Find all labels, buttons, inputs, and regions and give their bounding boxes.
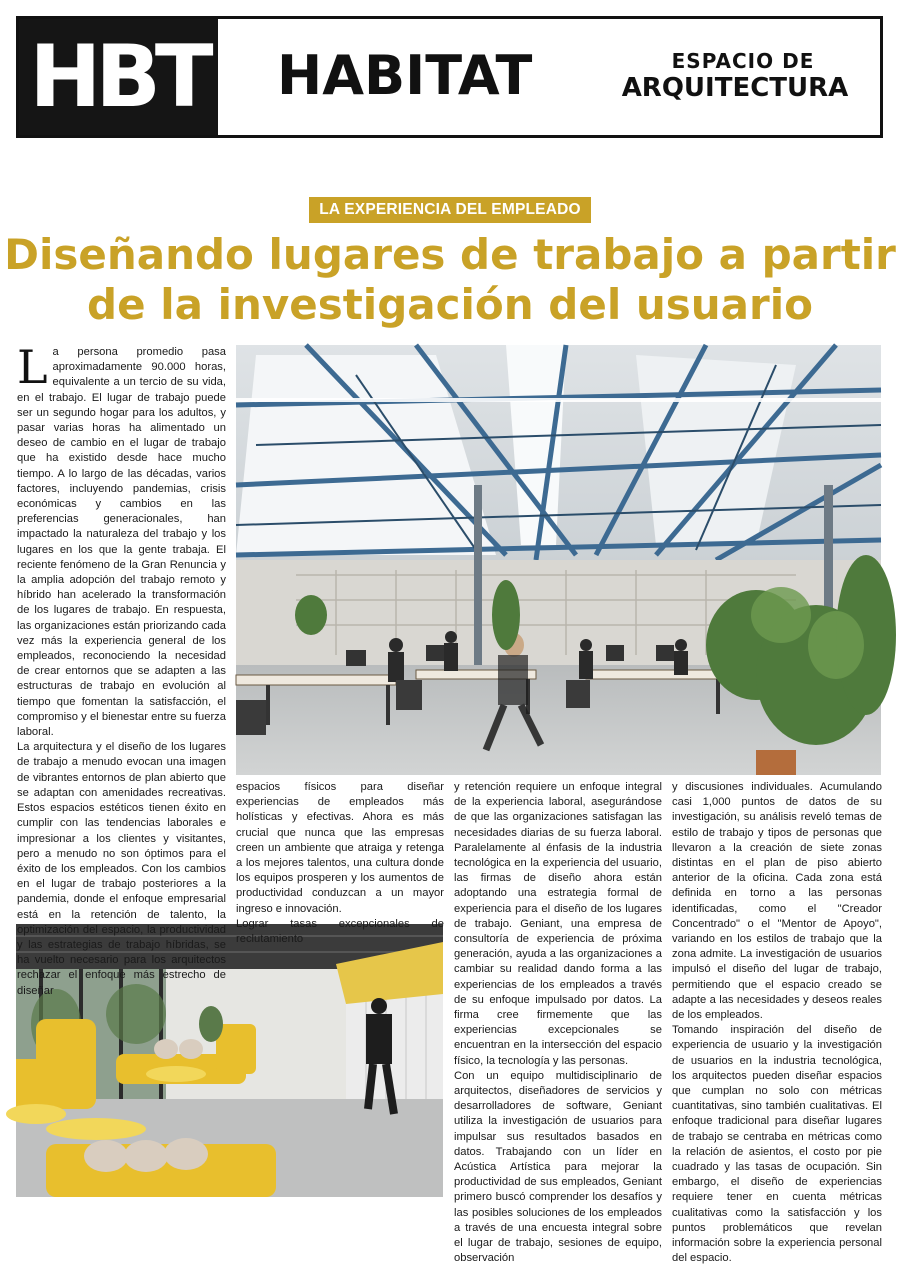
headline-line1: Diseñando lugares de trabajo a partir	[4, 230, 896, 279]
paragraph: Tomando inspiración del diseño de experiencia de usuario y la investigación de usuarios en la industria tecnológica, los arquitectos pueden diseñar espacios que cumplan no solo con métricas cuantitativas, sino también cualitativas. El enfoque tradicional para diseñar lugares de trabajo se centraba en métricas como la relación de asientos, el costo por pie cuadrado y las tasas de ocupación. Sin embargo, el diseño de experiencias requiere tener en cuenta métricas cualitativas como la satisfacción y los puntos problemáticos que revelan información sobre la experiencia personal del espacio.	[672, 1024, 882, 1265]
paragraph-text: a persona promedio pasa aproximadamente 90.000 horas, equivalente a un tercio de su vida, en el trabajo. El lugar de trabajo puede ser un segundo hogar para los adultos, y pasar varias horas ha alimentado un deseo de cambio en el lugar de trabajo que ha existido desde hace mucho tiempo. A lo largo de las décadas, varios factores, incluyendo pandemias, crisis económicas y cambios en las preferencias generacionales, han impactado la naturaleza del trabajo y los lugares en los que la gente trabaja. El reciente fenómeno de la Gran Renuncia y la amplia adopción del trabajo remoto y híbrido han acelerado la transformación de los lugares de trabajo. En respuesta, las organizaciones están priorizando cada vez más la experiencia general de los empleados, reconociendo la necesidad de crear entornos que se adapten a las estructuras de trabajo en evolución al tiempo que fomentan la satisfacción, el compromiso y el bienestar entre su fuerza laboral.	[17, 346, 226, 739]
article-headline	[0, 230, 900, 330]
article-column-1	[17, 340, 226, 997]
headline-line2: de la investigación del usuario	[87, 280, 813, 329]
publication-subtitle-line1: ESPACIO DE	[671, 49, 815, 73]
logo[interactable]	[19, 19, 218, 135]
office-skylight-photo	[236, 345, 881, 775]
paragraph: y discusiones individuales. Acumulando casi 1,000 puntos de datos de su investigación, su análisis reveló temas de estilo de trabajo y tipos de personas que llevaron a la creación de siete zonas distintas en el plan de piso abierto anterior de la oficina. Cada zona está definida en torno a las personas identificadas, como el "Creador Concentrado" o el "Mentor de Apoyo", variando en los estilos de trabajo que la zona admite. La investigación de usuarios impulsó el diseño del lugar de trabajo, permitiendo que el espacio creado se adapte a las necesidades y deseos reales de los empleados.	[672, 781, 882, 1022]
article-column-4	[672, 780, 882, 1265]
drop-cap: L	[17, 340, 48, 394]
section-kicker: LA EXPERIENCIA DEL EMPLEADO	[309, 197, 591, 223]
masthead	[16, 16, 883, 138]
paragraph: y retención requiere un enfoque integral de la experiencia laboral, asegurándose de que las organizaciones satisfagan las necesidades diarias de su fuerza laboral. Paralelamente al énfasis de la industria tecnológica en la experiencia del usuario, las firmas de diseño ahora están adoptando una estrategia formal de experiencia para el diseño de los lugares de trabajo. Geniant, una empresa de consultoría de experiencia de próxima generación, ayuda a las organizaciones a cambiar su realidad dando forma a las experiencias de los empleados a través de su enfoque impulsado por datos. La firma cree firmemente que las experiencias excepcionales se encuentran en la intersección del espacio físico, la tecnología y las personas.	[454, 781, 662, 1067]
paragraph: Lograr tasas excepcionales de reclutamiento	[236, 917, 444, 946]
logo-text: HBT	[29, 27, 208, 127]
article-column-2	[236, 780, 444, 946]
paragraph: espacios físicos para diseñar experiencias de empleados más holísticas y efectivas. Ahora es más crucial que nunca que las empresas creen un ambiente que atraiga y retenga a los mejores talentos, una cultura donde los equipos prosperen y los aumentos de productividad conduzcan a un mayor ingreso e innovación.	[236, 781, 444, 915]
paragraph	[17, 340, 226, 740]
office-skylight-illustration	[236, 345, 881, 775]
paragraph: Con un equipo multidisciplinario de arquitectos, diseñadores de servicios y desarrolladores de software, Geniant utiliza la investigación de usuarios para impulsar sus resultados basados en datos. Trabajando con un líder en Acústica Artística para mejorar la productividad de sus empleados, Geniant primero buscó comprender los desafíos y las posibles soluciones de los empleados a través de una encuesta integral sobre el lugar de trabajo, sesiones de equipo, observación	[454, 1069, 662, 1265]
publication-title: HABITAT	[277, 44, 533, 107]
article-column-3	[454, 780, 662, 1265]
paragraph: La arquitectura y el diseño de los lugares de trabajo a menudo evocan una imagen de vibrantes entornos de plan abierto que se adaptan con amenidades recreativas. Estos espacios estéticos tienen éxito en cumplir con las tendencias laborales e impresionar a los clientes y visitantes, pero a menudo no son óptimos para el éxito de los empleados. Con los cambios en el lugar de trabajo posteriores a la pandemia, donde el enfoque empresarial está en la retención de talento, la optimización del espacio, la productividad y las estrategias de trabajo híbridas, se ha vuelto necesario para los arquitectos rechazar el enfoque más estrecho de diseñar	[17, 741, 226, 997]
publication-subtitle-line2: ARQUITECTURA	[621, 73, 849, 103]
